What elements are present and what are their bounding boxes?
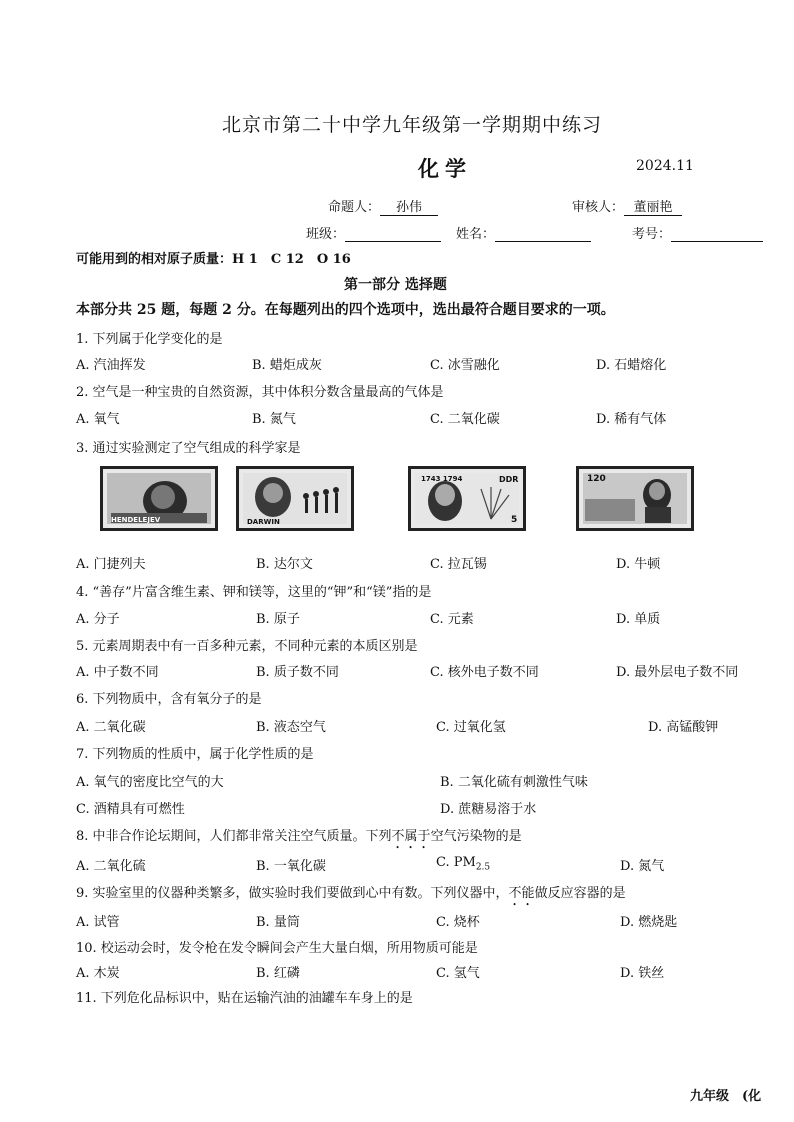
q2-option-d[interactable]: D. 稀有气体 (596, 412, 667, 427)
q8-stem-before: 8. 中非合作论坛期间，人们都非常关注空气质量。下列 (76, 829, 392, 844)
stamp-mendeleev-image (100, 466, 218, 531)
name-blank[interactable] (495, 229, 591, 242)
q9-option-c[interactable]: C. 烧杯 (436, 915, 480, 930)
q6-option-a[interactable]: A. 二氧化碳 (76, 720, 146, 735)
stamp-darwin-image (236, 466, 354, 531)
q4-option-a[interactable]: A. 分子 (76, 612, 120, 627)
q8-stem-after: 空气污染物的是 (430, 829, 522, 844)
q10-option-d[interactable]: D. 铁丝 (620, 966, 665, 981)
name-label: 姓名： (456, 227, 496, 242)
q9-option-d[interactable]: D. 燃烧匙 (620, 915, 678, 930)
q8-option-c-sub: 2.5 (475, 862, 491, 873)
stamp3-country: DDR (499, 475, 519, 484)
q2-option-a[interactable]: A. 氧气 (76, 412, 120, 427)
q7-option-d[interactable]: D. 蔗糖易溶于水 (440, 802, 537, 817)
q4-option-c[interactable]: C. 元素 (430, 612, 474, 627)
question-6-stem: 6. 下列物质中，含有氧分子的是 (76, 692, 262, 707)
q3-option-a[interactable]: A. 门捷列夫 (76, 557, 146, 572)
stamp2-caption: DARWIN (247, 518, 280, 526)
page-footer: 九年级 (化 (690, 1089, 762, 1104)
q3-option-d[interactable]: D. 牛顿 (616, 557, 661, 572)
question-11-stem: 11. 下列危化品标识中，贴在运输汽油的油罐车车身上的是 (76, 991, 413, 1006)
class-blank[interactable] (345, 229, 441, 242)
q8-stem-emphasis: 不属于 (391, 829, 431, 844)
q1-option-b[interactable]: B. 蜡炬成灰 (252, 358, 322, 373)
author-label: 命题人： (328, 200, 381, 215)
class-field (306, 223, 441, 242)
q1-option-c[interactable]: C. 冰雪融化 (430, 358, 500, 373)
section-instructions: 本部分共 25 题，每题 2 分。在每题列出的四个选项中，选出最符合题目要求的一项。 (76, 302, 615, 318)
q10-option-b[interactable]: B. 红磷 (256, 966, 300, 981)
question-9-stem (76, 882, 626, 909)
id-field (632, 223, 763, 242)
stamp3-value: 5 (511, 515, 518, 525)
q5-option-b[interactable]: B. 质子数不同 (256, 665, 339, 680)
stamp1-caption: HENDELEJEV (111, 516, 161, 524)
question-2-stem: 2. 空气是一种宝贵的自然资源，其中体积分数含量最高的气体是 (76, 385, 444, 400)
q10-option-c[interactable]: C. 氢气 (436, 966, 480, 981)
q8-option-a[interactable]: A. 二氧化硫 (76, 859, 146, 874)
q8-option-c-text: C. PM (436, 855, 476, 870)
exam-date: 2024.11 (636, 158, 694, 174)
name-field (456, 223, 591, 242)
q8-option-d[interactable]: D. 氮气 (620, 859, 665, 874)
q9-option-a[interactable]: A. 试管 (76, 915, 120, 930)
q5-option-c[interactable]: C. 核外电子数不同 (430, 665, 539, 680)
question-4-stem: 4. “善存”片富含维生素、钾和镁等，这里的“钾”和“镁”指的是 (76, 585, 432, 600)
q7-option-a[interactable]: A. 氧气的密度比空气的大 (76, 775, 224, 790)
question-8-stem (76, 825, 522, 852)
q8-option-c[interactable] (436, 855, 490, 873)
q7-option-c[interactable]: C. 酒精具有可燃性 (76, 802, 185, 817)
id-label: 考号： (632, 227, 672, 242)
reviewer-row (572, 196, 682, 216)
exam-title: 北京市第二十中学九年级第一学期期中练习 (222, 114, 603, 136)
q6-option-b[interactable]: B. 液态空气 (256, 720, 326, 735)
reviewer-label: 审核人： (572, 200, 625, 215)
q3-option-c[interactable]: C. 拉瓦锡 (430, 557, 487, 572)
q6-option-c[interactable]: C. 过氧化氢 (436, 720, 506, 735)
q1-option-d[interactable]: D. 石蜡熔化 (596, 358, 667, 373)
author-row (328, 196, 438, 216)
q7-option-b[interactable]: B. 二氧化硫有刺激性气味 (440, 775, 588, 790)
q2-option-b[interactable]: B. 氮气 (252, 412, 296, 427)
stamp3-years: 1743 1794 (421, 475, 463, 483)
question-5-stem: 5. 元素周期表中有一百多种元素，不同种元素的本质区别是 (76, 639, 418, 654)
subject-title: 化学 (418, 156, 472, 181)
stamp4-value: 120 (587, 474, 606, 484)
id-blank[interactable] (671, 229, 763, 242)
q2-option-c[interactable]: C. 二氧化碳 (430, 412, 500, 427)
q9-stem-emphasis: 不能 (508, 886, 535, 901)
atomic-masses: 可能用到的相对原子质量：H 1 C 12 O 16 (76, 252, 351, 267)
section-title: 第一部分 选择题 (344, 277, 447, 293)
q9-stem-before: 9. 实验室里的仪器种类繁多，做实验时我们要做到心中有数。下列仪器中， (76, 886, 509, 901)
q3-option-b[interactable]: B. 达尔文 (256, 557, 313, 572)
q9-stem-after: 做反应容器的是 (534, 886, 626, 901)
stamp-lavoisier-image (408, 466, 526, 531)
question-1-stem: 1. 下列属于化学变化的是 (76, 332, 223, 347)
q4-option-d[interactable]: D. 单质 (616, 612, 661, 627)
reviewer-name: 董丽艳 (624, 196, 682, 216)
question-3-stem: 3. 通过实验测定了空气组成的科学家是 (76, 441, 301, 456)
stamp-newton-image (576, 466, 694, 531)
q8-option-b[interactable]: B. 一氧化碳 (256, 859, 326, 874)
q5-option-d[interactable]: D. 最外层电子数不同 (616, 665, 739, 680)
question-10-stem: 10. 校运动会时，发令枪在发令瞬间会产生大量白烟，所用物质可能是 (76, 941, 478, 956)
q1-option-a[interactable]: A. 汽油挥发 (76, 358, 146, 373)
class-label: 班级： (306, 227, 346, 242)
q10-option-a[interactable]: A. 木炭 (76, 966, 120, 981)
q9-option-b[interactable]: B. 量筒 (256, 915, 300, 930)
q4-option-b[interactable]: B. 原子 (256, 612, 300, 627)
question-7-stem: 7. 下列物质的性质中，属于化学性质的是 (76, 747, 314, 762)
q6-option-d[interactable]: D. 高锰酸钾 (648, 720, 719, 735)
q5-option-a[interactable]: A. 中子数不同 (76, 665, 159, 680)
author-name: 孙伟 (380, 196, 438, 216)
